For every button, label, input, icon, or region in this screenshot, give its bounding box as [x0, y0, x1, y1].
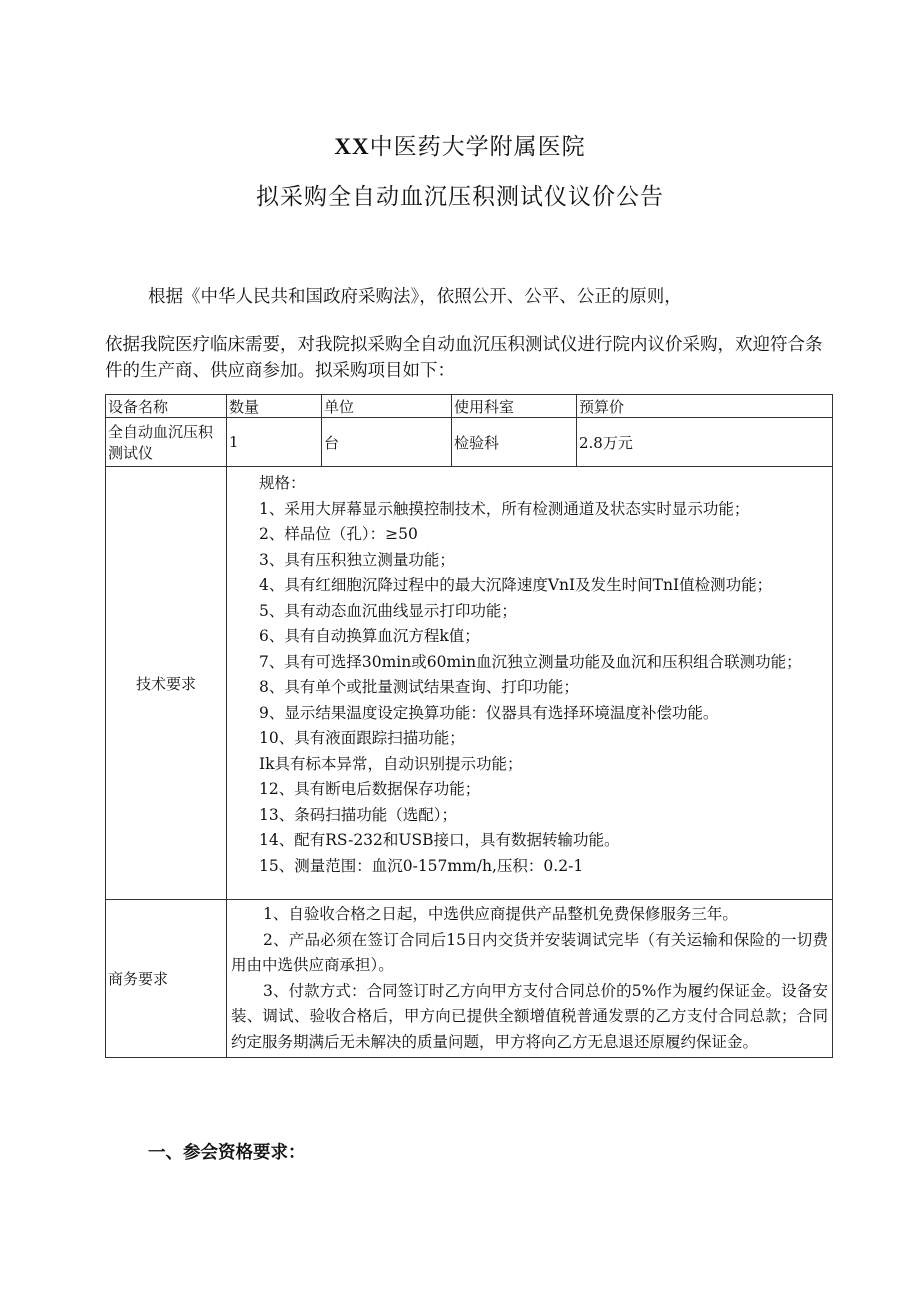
device-name-cell: 全自动血沉压积测试仪: [106, 418, 227, 467]
table-header-row: [106, 395, 833, 418]
spec-item: 14、配有RS-232和USB接口，具有数据转输功能。: [259, 831, 620, 849]
spec-item: 7、具有可选择30min或60min血沉独立测量功能及血沉和压积组合联测功能；: [259, 652, 802, 671]
spec-item: 5、具有动态血沉曲线显示打印功能；: [259, 601, 517, 620]
business-term: 1、自验收合格之日起，中选供应商提供产品整机免费保修服务三年。: [263, 905, 738, 923]
spec-item: 6、具有自动换算血沉方程k值；: [259, 627, 480, 645]
spec-item: 2、样品位（孔）：≥50: [259, 525, 418, 543]
header-cell: 设备名称: [106, 395, 227, 418]
spec-item: 9、显示结果温度设定换算功能：仪器具有选择环境温度补偿功能。: [259, 703, 719, 722]
unit-cell: 台: [322, 418, 452, 467]
title-prefix: XX: [334, 134, 370, 159]
header-cell: 预算价: [577, 395, 833, 418]
tech-requirements-row: [106, 467, 833, 900]
business-requirements-label: 商务要求: [106, 900, 227, 1058]
business-term: 3、付款方式：合同签订时乙方向甲方支付合同总价的5%作为履约保证金。设备安装、调试、验收合格后，甲方向已提供全额增值税普通发票的乙方支付合同总款；合同约定服务期满后无未解决的质量问题，甲方将向乙方无息退还原履约保证金。: [231, 981, 828, 1051]
spec-item: 10、具有液面跟踪扫描功能；: [259, 729, 465, 747]
department-cell: 检验科: [452, 418, 577, 467]
spec-item: Ik具有标本异常，自动识别提示功能；: [259, 754, 523, 773]
procurement-table: [105, 394, 833, 1058]
spec-item: 4、具有红细胞沉降过程中的最大沉降速度VnI及发生时间TnI值检测功能；: [259, 576, 773, 594]
table-row: [106, 418, 833, 467]
intro-paragraph-2: 依据我院医疗临床需要，对我院拟采购全自动血沉压积测试仪进行院内议价采购，欢迎符合条件的生产商、供应商参加。拟采购项目如下：: [105, 335, 823, 381]
spec-item: 3、具有压积独立测量功能；: [259, 550, 455, 569]
spec-title: 规格：: [259, 474, 306, 492]
header-cell: 数量: [227, 395, 322, 418]
budget-cell: 2.8万元: [577, 418, 833, 467]
business-requirements-row: [106, 900, 833, 1058]
doc-title-line1: [0, 128, 920, 161]
spec-item: 12、具有断电后数据保存功能；: [259, 780, 481, 798]
business-terms: [227, 900, 833, 1058]
spec-item: 15、测量范围：血沉0-157mm/h,压积：0.2-1: [259, 856, 584, 875]
section-heading-1: 一、参会资格要求：: [148, 1143, 306, 1163]
quantity-cell: 1: [227, 418, 322, 467]
business-term: 2、产品必须在签订合同后15日内交货并安装调试完毕（有关运输和保险的一切费用由中选供应商承担）。: [231, 930, 828, 974]
title-hospital: 中医药大学附属医院: [369, 134, 586, 160]
header-cell: 使用科室: [452, 395, 577, 418]
header-cell: 单位: [322, 395, 452, 418]
intro-paragraph-1: 根据《中华人民共和国政府采购法》，依照公开、公平、公正的原则，: [148, 287, 682, 307]
spec-item: 1、采用大屏幕显示触摸控制技术，所有检测通道及状态实时显示功能；: [259, 499, 750, 518]
tech-requirements-label: 技术要求: [106, 467, 227, 900]
tech-spec-list: [227, 467, 833, 900]
doc-title-line2: 拟采购全自动血沉压积测试仪议价公告: [256, 184, 664, 210]
spec-item: 13、条码扫描功能（选配）；: [259, 805, 457, 824]
spec-item: 8、具有单个或批量测试结果查询、打印功能；: [259, 678, 579, 696]
